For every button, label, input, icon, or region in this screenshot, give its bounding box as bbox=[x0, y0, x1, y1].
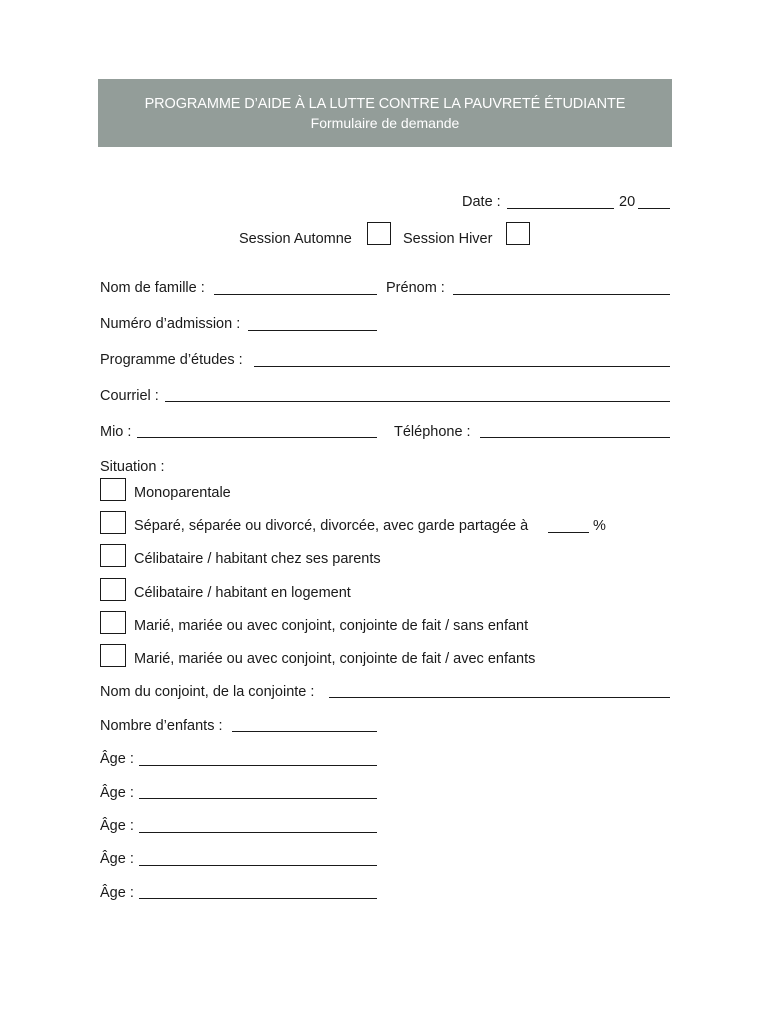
mio-field[interactable] bbox=[137, 437, 377, 438]
phone-field[interactable] bbox=[480, 437, 670, 438]
situation-option-label: Marié, mariée ou avec conjoint, conjointe de fait / avec enfants bbox=[134, 651, 536, 667]
child-age-field[interactable] bbox=[139, 832, 377, 833]
child-age-field[interactable] bbox=[139, 898, 377, 899]
program-label: Programme d’études : bbox=[100, 352, 243, 368]
situation-checkbox-married-no-children[interactable] bbox=[100, 611, 126, 634]
situation-label: Situation : bbox=[100, 459, 165, 475]
children-count-field[interactable] bbox=[232, 731, 377, 732]
situation-checkbox-married-with-children[interactable] bbox=[100, 644, 126, 667]
session-autumn-label: Session Automne bbox=[239, 231, 352, 247]
situation-checkbox-single-housing[interactable] bbox=[100, 578, 126, 601]
child-age-field[interactable] bbox=[139, 798, 377, 799]
last-name-field[interactable] bbox=[214, 294, 377, 295]
last-name-label: Nom de famille : bbox=[100, 280, 205, 296]
date-field[interactable] bbox=[507, 208, 614, 209]
percent-sign: % bbox=[593, 518, 606, 534]
situation-option-label: Séparé, séparée ou divorcé, divorcée, avec garde partagée à bbox=[134, 518, 529, 534]
admission-field[interactable] bbox=[248, 330, 377, 331]
session-winter-label: Session Hiver bbox=[403, 231, 493, 247]
program-field[interactable] bbox=[254, 366, 670, 367]
phone-label: Téléphone : bbox=[394, 424, 471, 440]
child-age-field[interactable] bbox=[139, 865, 377, 866]
form-title: PROGRAMME D’AIDE À LA LUTTE CONTRE LA PAUVRETÉ ÉTUDIANTE bbox=[144, 96, 626, 112]
situation-option-label: Monoparentale bbox=[134, 485, 231, 501]
form-header bbox=[98, 79, 672, 147]
child-age-label: Âge : bbox=[100, 885, 134, 901]
first-name-field[interactable] bbox=[453, 294, 670, 295]
situation-checkbox-separated[interactable] bbox=[100, 511, 126, 534]
first-name-label: Prénom : bbox=[386, 280, 445, 296]
child-age-field[interactable] bbox=[139, 765, 377, 766]
admission-label: Numéro d’admission : bbox=[100, 316, 241, 332]
child-age-label: Âge : bbox=[100, 851, 134, 867]
email-label: Courriel : bbox=[100, 388, 159, 404]
session-winter-checkbox[interactable] bbox=[506, 222, 530, 245]
session-autumn-checkbox[interactable] bbox=[367, 222, 391, 245]
date-label: Date : bbox=[462, 194, 501, 210]
date-year-prefix: 20 bbox=[619, 194, 636, 210]
mio-label: Mio : bbox=[100, 424, 132, 440]
spouse-name-label: Nom du conjoint, de la conjointe : bbox=[100, 684, 315, 700]
child-age-label: Âge : bbox=[100, 818, 134, 834]
situation-option-label: Célibataire / habitant en logement bbox=[134, 585, 351, 601]
children-count-label: Nombre d’enfants : bbox=[100, 718, 223, 734]
situation-option-label: Célibataire / habitant chez ses parents bbox=[134, 551, 381, 567]
child-age-label: Âge : bbox=[100, 785, 134, 801]
form-subtitle: Formulaire de demande bbox=[310, 115, 460, 131]
spouse-name-field[interactable] bbox=[329, 697, 670, 698]
email-field[interactable] bbox=[165, 401, 670, 402]
situation-checkbox-single-parent[interactable] bbox=[100, 478, 126, 501]
child-age-label: Âge : bbox=[100, 751, 134, 767]
shared-custody-percent-field[interactable] bbox=[548, 532, 589, 533]
situation-option-label: Marié, mariée ou avec conjoint, conjointe de fait / sans enfant bbox=[134, 618, 529, 634]
date-year-field[interactable] bbox=[638, 208, 670, 209]
situation-checkbox-single-with-parents[interactable] bbox=[100, 544, 126, 567]
